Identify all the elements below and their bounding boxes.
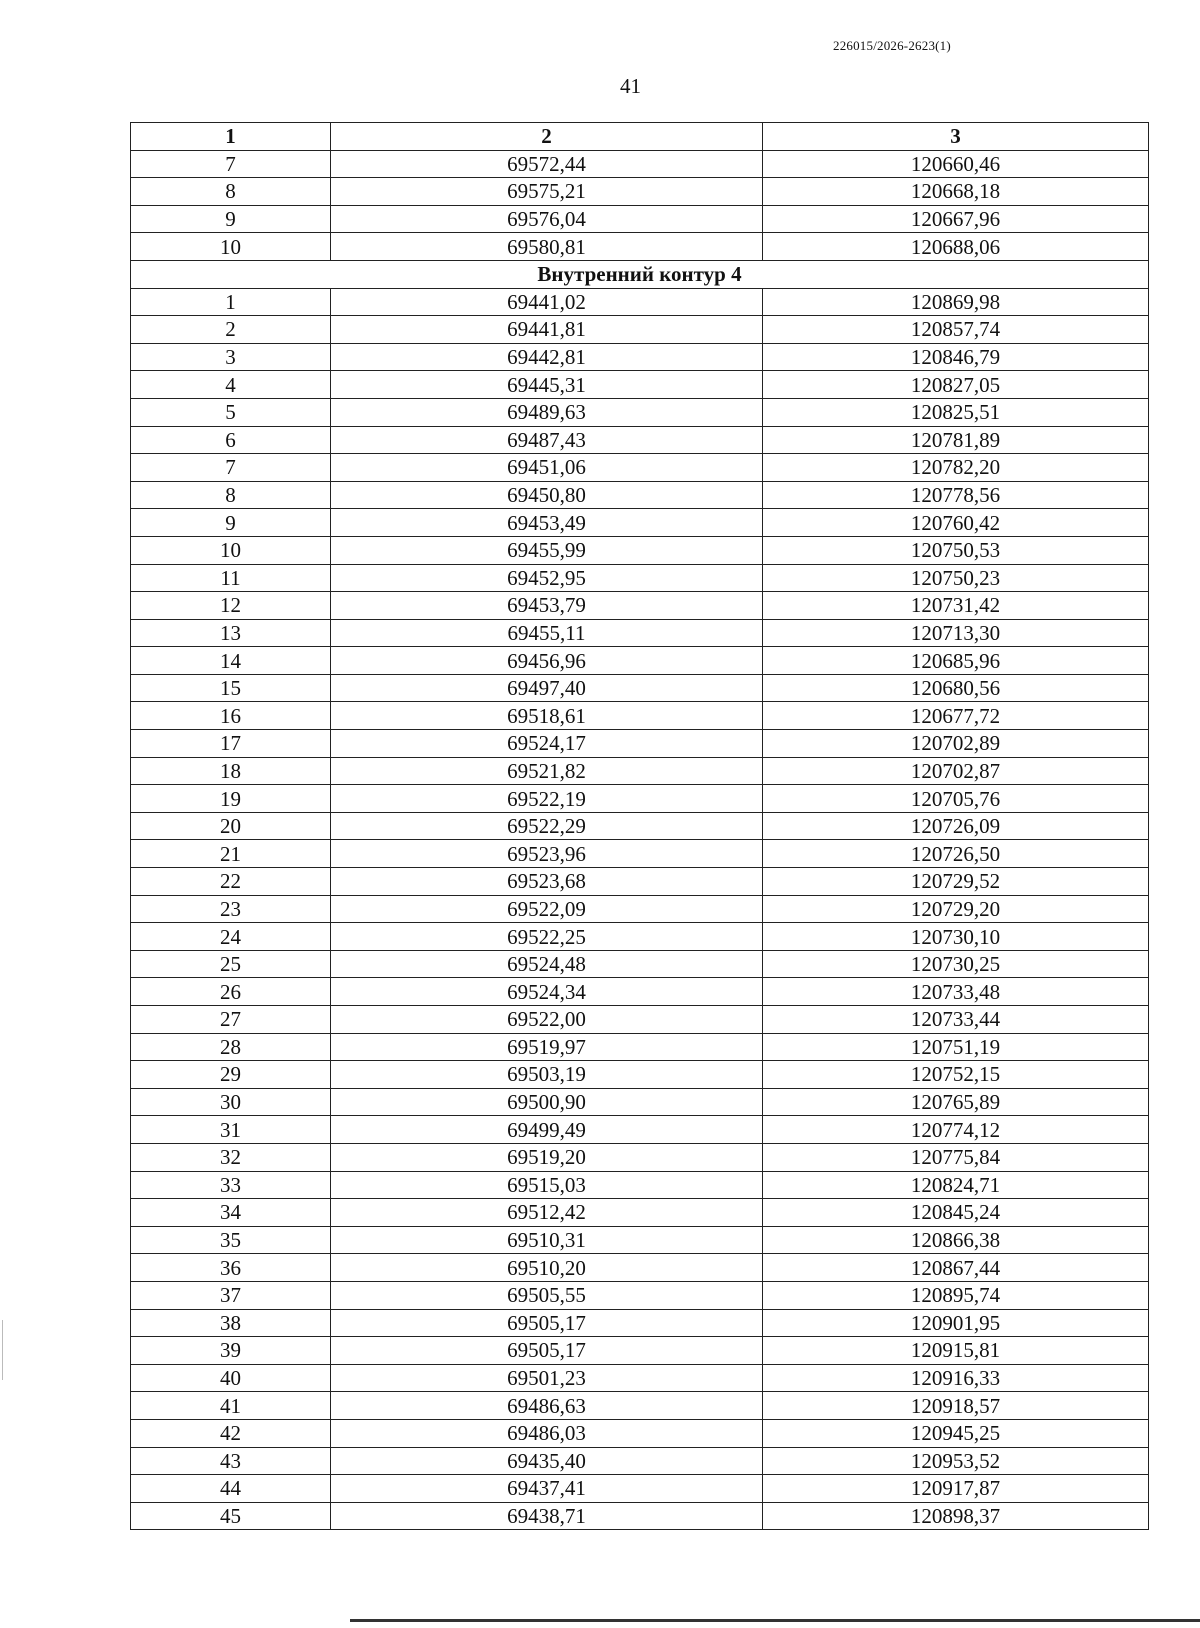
- table-cell-col-3: 120726,09: [763, 812, 1149, 840]
- document-code: 226015/2026-2623(1): [833, 38, 951, 53]
- table-row: [131, 647, 1149, 675]
- table-cell-col-3: 120705,76: [763, 785, 1149, 813]
- table-row: [131, 150, 1149, 178]
- table-cell-col-3: 120660,46: [763, 150, 1149, 178]
- table-cell-col-1: 26: [131, 978, 331, 1006]
- table-cell-col-1: 32: [131, 1143, 331, 1171]
- table-cell-col-1: 43: [131, 1447, 331, 1475]
- table-cell-col-1: 29: [131, 1061, 331, 1089]
- table-row: [131, 398, 1149, 426]
- table-cell-col-3: 120827,05: [763, 371, 1149, 399]
- table-cell-col-3: 120917,87: [763, 1475, 1149, 1503]
- table-cell-col-2: 69575,21: [331, 178, 763, 206]
- table-cell-col-2: 69455,11: [331, 619, 763, 647]
- table-cell-col-3: 120729,52: [763, 868, 1149, 896]
- table-row: [131, 205, 1149, 233]
- table-cell-col-1: 2: [131, 316, 331, 344]
- table-cell-col-1: 21: [131, 840, 331, 868]
- table-cell-col-1: 41: [131, 1392, 331, 1420]
- table-row: [131, 343, 1149, 371]
- table-cell-col-1: 25: [131, 950, 331, 978]
- table-cell-col-2: 69435,40: [331, 1447, 763, 1475]
- table-cell-col-1: 17: [131, 730, 331, 758]
- table-cell-col-2: 69500,90: [331, 1088, 763, 1116]
- table-cell-col-2: 69522,09: [331, 895, 763, 923]
- table-row: [131, 1088, 1149, 1116]
- table-cell-col-2: 69512,42: [331, 1199, 763, 1227]
- table-cell-col-2: 69519,97: [331, 1033, 763, 1061]
- table-cell-col-2: 69451,06: [331, 454, 763, 482]
- table-cell-col-2: 69497,40: [331, 674, 763, 702]
- table-cell-col-2: 69515,03: [331, 1171, 763, 1199]
- table-cell-col-2: 69486,03: [331, 1419, 763, 1447]
- table-cell-col-1: 16: [131, 702, 331, 730]
- table-cell-col-1: 1: [131, 288, 331, 316]
- table-cell-col-2: 69510,20: [331, 1254, 763, 1282]
- table-cell-col-2: 69524,48: [331, 950, 763, 978]
- table-cell-col-1: 20: [131, 812, 331, 840]
- table-cell-col-2: 69518,61: [331, 702, 763, 730]
- table-cell-col-3: 120668,18: [763, 178, 1149, 206]
- table-row: [131, 1475, 1149, 1503]
- table-cell-col-3: 120750,23: [763, 564, 1149, 592]
- table-row: [131, 1116, 1149, 1144]
- table-cell-col-2: 69441,81: [331, 316, 763, 344]
- table-cell-col-2: 69505,55: [331, 1281, 763, 1309]
- section-heading: [131, 260, 1149, 288]
- table-row: [131, 923, 1149, 951]
- table-cell-col-3: 120895,74: [763, 1281, 1149, 1309]
- coordinates-table: [130, 122, 1149, 1530]
- table-row: [131, 868, 1149, 896]
- table-body-inner-contour: [131, 288, 1149, 1530]
- table-row: [131, 592, 1149, 620]
- table-cell-col-3: 120765,89: [763, 1088, 1149, 1116]
- table-cell-col-3: 120869,98: [763, 288, 1149, 316]
- table-cell-col-3: 120667,96: [763, 205, 1149, 233]
- table-row: [131, 895, 1149, 923]
- table-row: [131, 730, 1149, 758]
- table-cell-col-2: 69489,63: [331, 398, 763, 426]
- table-cell-col-3: 120774,12: [763, 1116, 1149, 1144]
- table-cell-col-2: 69523,68: [331, 868, 763, 896]
- scan-edge-line: [350, 1619, 1200, 1622]
- table-cell-col-2: 69576,04: [331, 205, 763, 233]
- table-cell-col-1: 10: [131, 536, 331, 564]
- table-cell-col-1: 33: [131, 1171, 331, 1199]
- table-cell-col-1: 39: [131, 1337, 331, 1365]
- header-cell-col-3: 3: [763, 123, 1149, 151]
- table-row: [131, 564, 1149, 592]
- table-row: [131, 674, 1149, 702]
- table-cell-col-1: 6: [131, 426, 331, 454]
- table-cell-col-3: 120775,84: [763, 1143, 1149, 1171]
- section-title: Внутренний контур 4: [131, 260, 1149, 288]
- table-cell-col-3: 120782,20: [763, 454, 1149, 482]
- table-row: [131, 1392, 1149, 1420]
- table-cell-col-1: 7: [131, 454, 331, 482]
- table-cell-col-3: 120945,25: [763, 1419, 1149, 1447]
- table-cell-col-1: 8: [131, 481, 331, 509]
- table-row: [131, 1254, 1149, 1282]
- table-cell-col-3: 120778,56: [763, 481, 1149, 509]
- header-row: [131, 123, 1149, 151]
- table-cell-col-3: 120713,30: [763, 619, 1149, 647]
- table-row: [131, 233, 1149, 261]
- table-row: [131, 178, 1149, 206]
- table-cell-col-3: 120751,19: [763, 1033, 1149, 1061]
- table-cell-col-1: 9: [131, 509, 331, 537]
- table-cell-col-2: 69501,23: [331, 1364, 763, 1392]
- table-cell-col-3: 120685,96: [763, 647, 1149, 675]
- table-cell-col-3: 120733,48: [763, 978, 1149, 1006]
- table-cell-col-1: 27: [131, 1006, 331, 1034]
- table-cell-col-3: 120846,79: [763, 343, 1149, 371]
- table-cell-col-2: 69503,19: [331, 1061, 763, 1089]
- table-cell-col-3: 120918,57: [763, 1392, 1149, 1420]
- table-cell-col-1: 8: [131, 178, 331, 206]
- table-cell-col-2: 69521,82: [331, 757, 763, 785]
- table-cell-col-3: 120824,71: [763, 1171, 1149, 1199]
- table-cell-col-3: 120677,72: [763, 702, 1149, 730]
- table-cell-col-3: 120760,42: [763, 509, 1149, 537]
- table-cell-col-3: 120845,24: [763, 1199, 1149, 1227]
- table-cell-col-1: 30: [131, 1088, 331, 1116]
- table-cell-col-1: 12: [131, 592, 331, 620]
- table-cell-col-3: 120898,37: [763, 1502, 1149, 1530]
- table-cell-col-2: 69453,49: [331, 509, 763, 537]
- table-cell-col-1: 3: [131, 343, 331, 371]
- table-row: [131, 316, 1149, 344]
- table-cell-col-2: 69445,31: [331, 371, 763, 399]
- table-cell-col-2: 69505,17: [331, 1337, 763, 1365]
- table-cell-col-3: 120915,81: [763, 1337, 1149, 1365]
- table-cell-col-1: 7: [131, 150, 331, 178]
- table-cell-col-1: 31: [131, 1116, 331, 1144]
- table-row: [131, 1006, 1149, 1034]
- table-cell-col-3: 120916,33: [763, 1364, 1149, 1392]
- table-row: [131, 1033, 1149, 1061]
- table-row: [131, 509, 1149, 537]
- table-cell-col-3: 120825,51: [763, 398, 1149, 426]
- table-cell-col-2: 69487,43: [331, 426, 763, 454]
- table-cell-col-1: 44: [131, 1475, 331, 1503]
- table-cell-col-1: 19: [131, 785, 331, 813]
- table-cell-col-2: 69522,29: [331, 812, 763, 840]
- table-row: [131, 1419, 1149, 1447]
- table-cell-col-1: 35: [131, 1226, 331, 1254]
- table-cell-col-2: 69438,71: [331, 1502, 763, 1530]
- table-cell-col-3: 120726,50: [763, 840, 1149, 868]
- table-cell-col-3: 120750,53: [763, 536, 1149, 564]
- table-row: [131, 1281, 1149, 1309]
- table-cell-col-1: 45: [131, 1502, 331, 1530]
- table-row: [131, 812, 1149, 840]
- table-row: [131, 454, 1149, 482]
- table-cell-col-3: 120702,87: [763, 757, 1149, 785]
- table-cell-col-1: 4: [131, 371, 331, 399]
- table-cell-col-2: 69522,00: [331, 1006, 763, 1034]
- table-cell-col-3: 120731,42: [763, 592, 1149, 620]
- table-row: [131, 1447, 1149, 1475]
- table-row: [131, 1061, 1149, 1089]
- table-cell-col-3: 120730,10: [763, 923, 1149, 951]
- table-row: [131, 1364, 1149, 1392]
- table-cell-col-2: 69572,44: [331, 150, 763, 178]
- table-cell-col-3: 120901,95: [763, 1309, 1149, 1337]
- scan-edge-mark: [2, 1320, 3, 1380]
- table-cell-col-1: 34: [131, 1199, 331, 1227]
- table-row: [131, 950, 1149, 978]
- table-cell-col-2: 69455,99: [331, 536, 763, 564]
- table-cell-col-2: 69450,80: [331, 481, 763, 509]
- header-cell-col-1: 1: [131, 123, 331, 151]
- table-cell-col-1: 10: [131, 233, 331, 261]
- table-row: [131, 1226, 1149, 1254]
- table-cell-col-1: 37: [131, 1281, 331, 1309]
- table-cell-col-2: 69580,81: [331, 233, 763, 261]
- table-cell-col-2: 69523,96: [331, 840, 763, 868]
- table-cell-col-1: 5: [131, 398, 331, 426]
- table-cell-col-2: 69486,63: [331, 1392, 763, 1420]
- table-row: [131, 1309, 1149, 1337]
- table-cell-col-1: 11: [131, 564, 331, 592]
- table-row: [131, 785, 1149, 813]
- page-number: 41: [620, 74, 641, 98]
- table-cell-col-3: 120857,74: [763, 316, 1149, 344]
- table-row: [131, 619, 1149, 647]
- table-cell-col-2: 69510,31: [331, 1226, 763, 1254]
- table-cell-col-1: 24: [131, 923, 331, 951]
- table-cell-col-1: 40: [131, 1364, 331, 1392]
- table-cell-col-2: 69442,81: [331, 343, 763, 371]
- table-cell-col-3: 120867,44: [763, 1254, 1149, 1282]
- table-row: [131, 840, 1149, 868]
- table-row: [131, 978, 1149, 1006]
- table-cell-col-3: 120729,20: [763, 895, 1149, 923]
- table-cell-col-2: 69524,34: [331, 978, 763, 1006]
- table-cell-col-2: 69505,17: [331, 1309, 763, 1337]
- table-cell-col-3: 120752,15: [763, 1061, 1149, 1089]
- table-cell-col-2: 69519,20: [331, 1143, 763, 1171]
- table-header: [131, 123, 1149, 151]
- table-row: [131, 702, 1149, 730]
- table-cell-col-1: 18: [131, 757, 331, 785]
- table-cell-col-3: 120702,89: [763, 730, 1149, 758]
- table-cell-col-1: 13: [131, 619, 331, 647]
- table-cell-col-1: 9: [131, 205, 331, 233]
- table-row: [131, 1171, 1149, 1199]
- table-cell-col-3: 120781,89: [763, 426, 1149, 454]
- table-row: [131, 1199, 1149, 1227]
- table-row: [131, 1337, 1149, 1365]
- table-cell-col-3: 120688,06: [763, 233, 1149, 261]
- table-cell-col-2: 69524,17: [331, 730, 763, 758]
- table-body-before-section: [131, 150, 1149, 260]
- table-cell-col-1: 36: [131, 1254, 331, 1282]
- table-cell-col-2: 69437,41: [331, 1475, 763, 1503]
- table-cell-col-2: 69453,79: [331, 592, 763, 620]
- table-row: [131, 1502, 1149, 1530]
- table-row: [131, 481, 1149, 509]
- section-row: [131, 260, 1149, 288]
- table-row: [131, 1143, 1149, 1171]
- table-cell-col-1: 23: [131, 895, 331, 923]
- table-row: [131, 426, 1149, 454]
- table-row: [131, 757, 1149, 785]
- table-cell-col-2: 69456,96: [331, 647, 763, 675]
- table-cell-col-3: 120680,56: [763, 674, 1149, 702]
- table-cell-col-3: 120953,52: [763, 1447, 1149, 1475]
- table-cell-col-1: 22: [131, 868, 331, 896]
- table-cell-col-1: 38: [131, 1309, 331, 1337]
- table-cell-col-2: 69452,95: [331, 564, 763, 592]
- table-cell-col-3: 120866,38: [763, 1226, 1149, 1254]
- table-cell-col-1: 28: [131, 1033, 331, 1061]
- table-cell-col-2: 69522,25: [331, 923, 763, 951]
- table-cell-col-3: 120733,44: [763, 1006, 1149, 1034]
- table-row: [131, 536, 1149, 564]
- table-cell-col-2: 69522,19: [331, 785, 763, 813]
- table-cell-col-1: 15: [131, 674, 331, 702]
- table-row: [131, 371, 1149, 399]
- table-row: [131, 288, 1149, 316]
- header-cell-col-2: 2: [331, 123, 763, 151]
- table-cell-col-2: 69499,49: [331, 1116, 763, 1144]
- table-cell-col-1: 42: [131, 1419, 331, 1447]
- table-cell-col-2: 69441,02: [331, 288, 763, 316]
- table-cell-col-3: 120730,25: [763, 950, 1149, 978]
- table-cell-col-1: 14: [131, 647, 331, 675]
